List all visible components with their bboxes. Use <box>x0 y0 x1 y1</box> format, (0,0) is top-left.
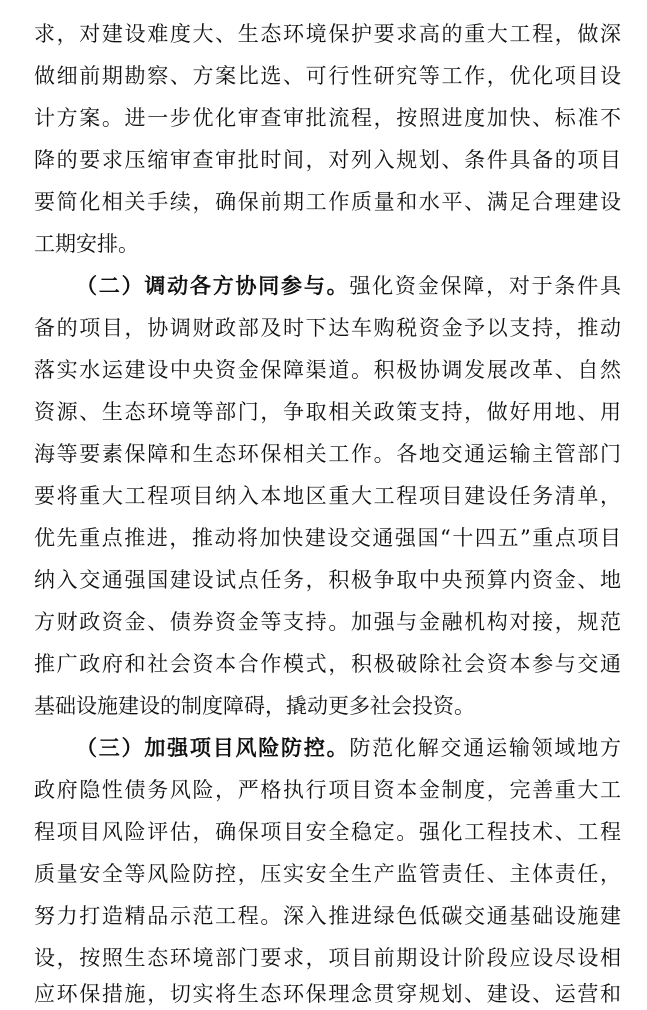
section-heading: （二）调动各方协同参与。 <box>76 274 350 298</box>
text-line: 备的项目，协调财政部及时下达车购税资金予以支持，推动 <box>34 316 621 340</box>
text-line: 优先重点推进，推动将加快建设交通强国“十四五”重点项目 <box>34 526 621 550</box>
text-line: 工期安排。 <box>34 232 139 256</box>
text-line: 要简化相关手续，确保前期工作质量和水平、满足合理建设 <box>34 190 621 214</box>
paragraph-first-line <box>76 268 621 304</box>
text-line: 做细前期勘察、方案比选、可行性研究等工作，优化项目设 <box>34 64 621 88</box>
text-line: 程项目风险评估，确保项目安全稳定。强化工程技术、工程 <box>34 820 621 844</box>
text-line: 努力打造精品示范工程。深入推进绿色低碳交通基础设施建 <box>34 904 621 928</box>
text-line: 落实水运建设中央资金保障渠道。积极协调发展改革、自然 <box>34 358 621 382</box>
text-span: 强化资金保障，对于条件具 <box>349 274 621 298</box>
text-line: 要将重大工程项目纳入本地区重大工程项目建设任务清单， <box>34 484 621 508</box>
text-line: 资源、生态环境等部门，争取相关政策支持，做好用地、用 <box>34 400 621 424</box>
text-line: 方财政资金、债券资金等支持。加强与金融机构对接，规范 <box>34 610 621 634</box>
text-line: 设，按照生态环境部门要求，项目前期设计阶段应设尽设相 <box>34 946 621 970</box>
text-line: 基础设施建设的制度障碍，撬动更多社会投资。 <box>34 694 475 718</box>
text-line: 纳入交通强国建设试点任务，积极争取中央预算内资金、地 <box>34 568 621 592</box>
text-line: 政府隐性债务风险，严格执行项目资本金制度，完善重大工 <box>34 778 621 802</box>
section-heading: （三）加强项目风险防控。 <box>76 736 350 760</box>
text-line: 应环保措施，切实将生态环保理念贯穿规划、建设、运营和 <box>34 982 621 1006</box>
text-line: 计方案。进一步优化审查审批流程，按照进度加快、标准不 <box>34 106 621 130</box>
paragraph-first-line <box>76 730 621 766</box>
text-line: 降的要求压缩审查审批时间，对列入规划、条件具备的项目 <box>34 148 621 172</box>
text-line: 推广政府和社会资本合作模式，积极破除社会资本参与交通 <box>34 652 621 676</box>
text-span: 防范化解交通运输领域地方 <box>349 736 621 760</box>
text-line: 求，对建设难度大、生态环境保护要求高的重大工程，做深 <box>34 22 621 46</box>
text-line: 海等要素保障和生态环保相关工作。各地交通运输主管部门 <box>34 442 621 466</box>
text-line: 质量安全等风险防控，压实安全生产监管责任、主体责任， <box>34 862 621 886</box>
